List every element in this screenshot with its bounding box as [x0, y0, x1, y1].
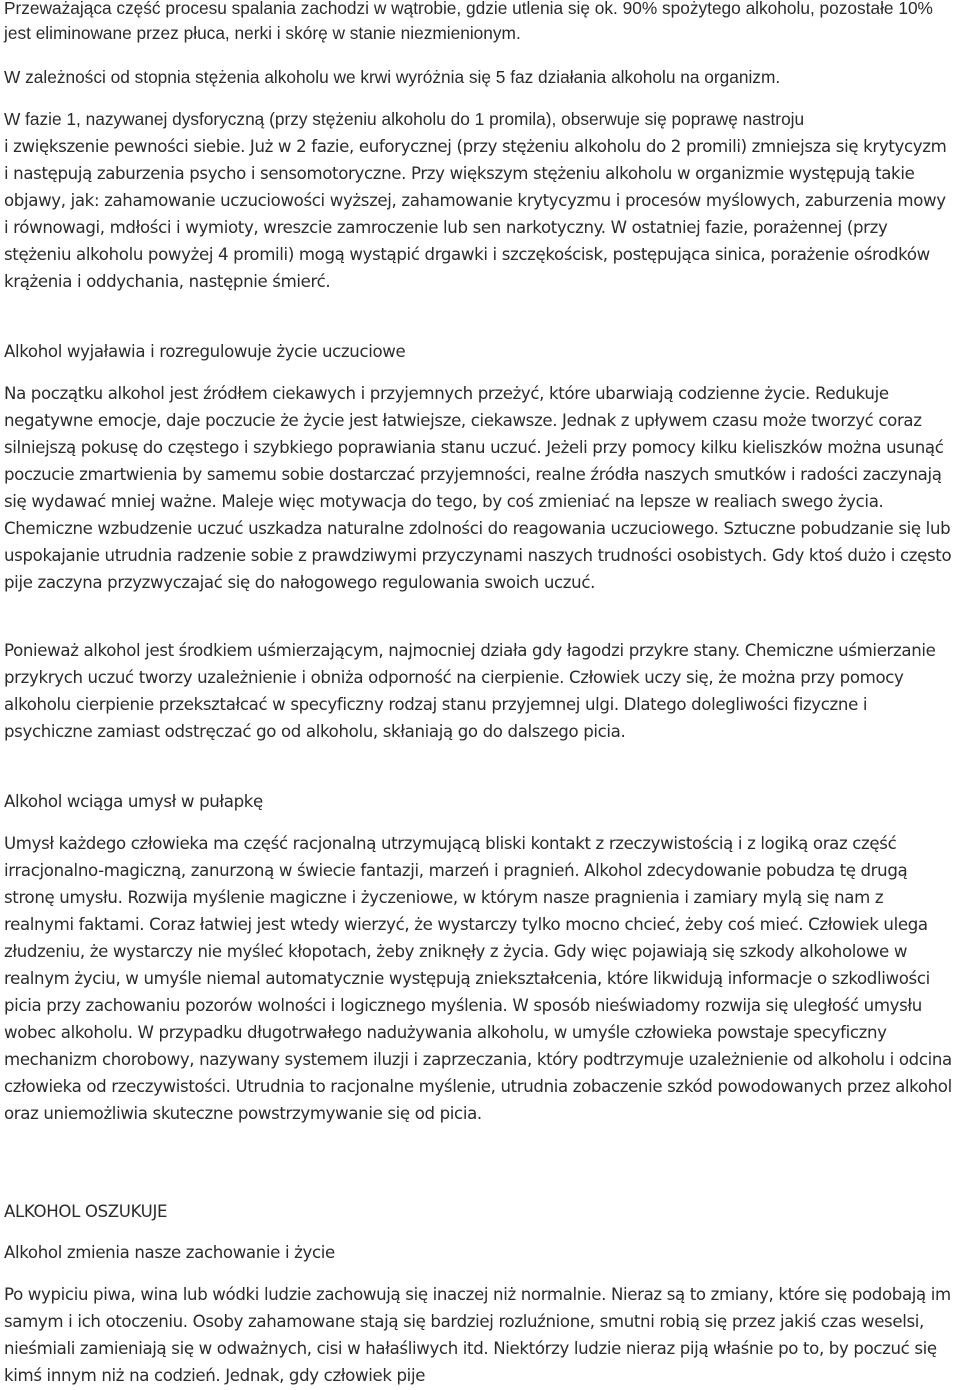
phases-intro-block [4, 65, 960, 90]
heading-pulapka: Alkohol wciąga umysł w pułapkę [4, 792, 263, 811]
para-wyjalawia-block [4, 380, 956, 596]
section-wyjalawia [4, 338, 954, 365]
para-pulapka-block [4, 830, 954, 1127]
paragraph-wyjalawia: Na początku alkohol jest źródłem ciekawych i przyjemnych przeżyć, które ubarwiają codzienne życie. Redukuje negatywne emocje, daje poczucie że życie jest łatwiejsze, ciekawsze. Jednak z upływem czasu może tworzyć coraz silniejszą pokusę do częstego i szybkiego poprawiania stanu uczuć. Jeżeli przy pomocy kilku kieliszków można usunąć poczucie zmartwienia by samemu sobie dostarczać przyjemności, realne źródła naszych smutków i radości zaczynają się wydawać mniej ważne. Maleje więc motywacja do tego, by coś zmieniać na lepsze w realiach swego życia. Chemiczne wzbudzenie uczuć uszkadza naturalne zdolności do reagowania uczuciowego. Sztuczne pobudzanie się lub uspokajanie utrudnia radzenie sobie z prawdziwymi przyczynami naszych trudności osobistych. Gdy ktoś dużo i często pije zaczyna przyzwyczajać się do nałogowego regulowania swoich uczuć. [4, 384, 952, 592]
paragraph-phases-body: i zwiększenie pewności siebie. Już w 2 fazie, euforycznej (przy stężeniu alkoholu do 2 promili) zmniejsza się krytycyzm i następują zaburzenia psycho i sensomotoryczne. Przy większym stężeniu alkoholu w organizmie występują takie objawy, jak: zahamowanie uczuciowości wyższej, zahamowanie krytycyzmu i procesów myślowych, zaburzenia mowy i równowagi, mdłości i wymioty, wreszcie zamroczenie lub sen narkotyczny. W ostatniej fazie, porażennej (przy stężeniu alkoholu powyżej 4 promili) mogą wystąpić drgawki i szczękościsk, postępująca sinica, porażenie ośrodków krążenia i oddychania, następnie śmierć. [4, 137, 947, 291]
intro-block [4, 0, 960, 46]
paragraph-phases-intro: W zależności od stopnia stężenia alkoholu we krwi wyróżnia się 5 faz działania alkoholu na organizm. [4, 67, 781, 87]
heading-wyjalawia: Alkohol wyjaławia i rozregulowuje życie uczuciowe [4, 342, 406, 361]
paragraph-pulapka: Umysł każdego człowieka ma część racjonalną utrzymującą bliski kontakt z rzeczywistością i z logiką oraz część irracjonalno-magiczną, zanurzoną w świecie fantazji, marzeń i pragnień. Alkohol zdecydowanie pobudza tę drugą stronę umysłu. Rozwija myślenie magiczne i życzeniowe, w którym nasze pragnienia i zamiary mylą się nam z realnymi faktami. Coraz łatwiej jest wtedy wierzyć, że wystarczy tylko mocno chcieć, żeby coś mieć. Człowiek ulega złudzeniu, że wystarczy nie myśleć kłopotach, żeby zniknęły z życia. Gdy więc pojawiają się szkody alkoholowe w realnym życiu, w umyśle niemal automatycznie występują zniekształcenia, które likwidują informacje o szkodliwości picia przy zachowaniu pozorów wolności i logicznego myślenia. W sposób nieświadomy rozwija się uległość umysłu wobec alkoholu. W przypadku długotrwałego nadużywania alkoholu, w umyśle człowieka powstaje specyficzny mechanizm chorobowy, nazywany systemem iluzji i zaprzeczania, który podtrzymuje uzależnienie od alkoholu i odcina człowieka od rzeczywistości. Utrudnia to racjonalne myślenie, utrudnia zobaczenie szkód powodowanych przez alkohol oraz uniemożliwia skuteczne powstrzymywanie się od picia. [4, 834, 952, 1123]
heading-oszukuje: ALKOHOL OSZUKUJE [4, 1202, 168, 1221]
heading-zmienia: Alkohol zmienia nasze zachowanie i życie [4, 1243, 335, 1262]
paragraph-srodek: Ponieważ alkohol jest środkiem uśmierzającym, najmocniej działa gdy łagodzi przykre stany. Chemiczne uśmierzanie przykrych uczuć tworzy uzależnienie i obniża odporność na cierpienie. Człowiek uczy się, że można przy pomocy alkoholu cierpienie przekształcać w specyficzny rodzaj stanu przyjemnej ulgi. Dlatego dolegliwości fizyczne i psychiczne zamiast odstręczać go od alkoholu, skłaniają go do dalszego picia. [4, 641, 936, 741]
section-oszukuje [4, 1198, 954, 1225]
paragraph-zmienia: Po wypiciu piwa, wina lub wódki ludzie zachowują się inaczej niż normalnie. Nieraz są to zmiany, które się podobają im samym i ich otoczeniu. Osoby zahamowane stają się bardziej rozluźnione, smutni robią się przez jakiś czas weselsi, nieśmiali zamieniają się w odważnych, cisi w hałaśliwych itd. Niektórzy ludzie nieraz piją właśnie po to, by poczuć się kimś innym niż na codzień. Jednak, gdy człowiek pije [4, 1285, 951, 1385]
para-srodek-block [4, 637, 954, 745]
paragraph-metabolism: Przeważająca część procesu spalania zachodzi w wątrobie, gdzie utlenia się ok. 90% spożytego alkoholu, pozostałe 10% jest eliminowane przez płuca, nerki i skórę w stanie niezmienionym. [4, 0, 933, 43]
para-zmienia-block [4, 1281, 954, 1389]
section-zmienia [4, 1239, 954, 1266]
paragraph-phase1-start: W fazie 1, nazywanej dysforyczną (przy stężeniu alkoholu do 1 promila), obserwuje się poprawę nastroju [4, 109, 805, 129]
phase1-line-block [4, 107, 960, 132]
phases-body-block [4, 133, 954, 295]
section-pulapka [4, 788, 954, 815]
